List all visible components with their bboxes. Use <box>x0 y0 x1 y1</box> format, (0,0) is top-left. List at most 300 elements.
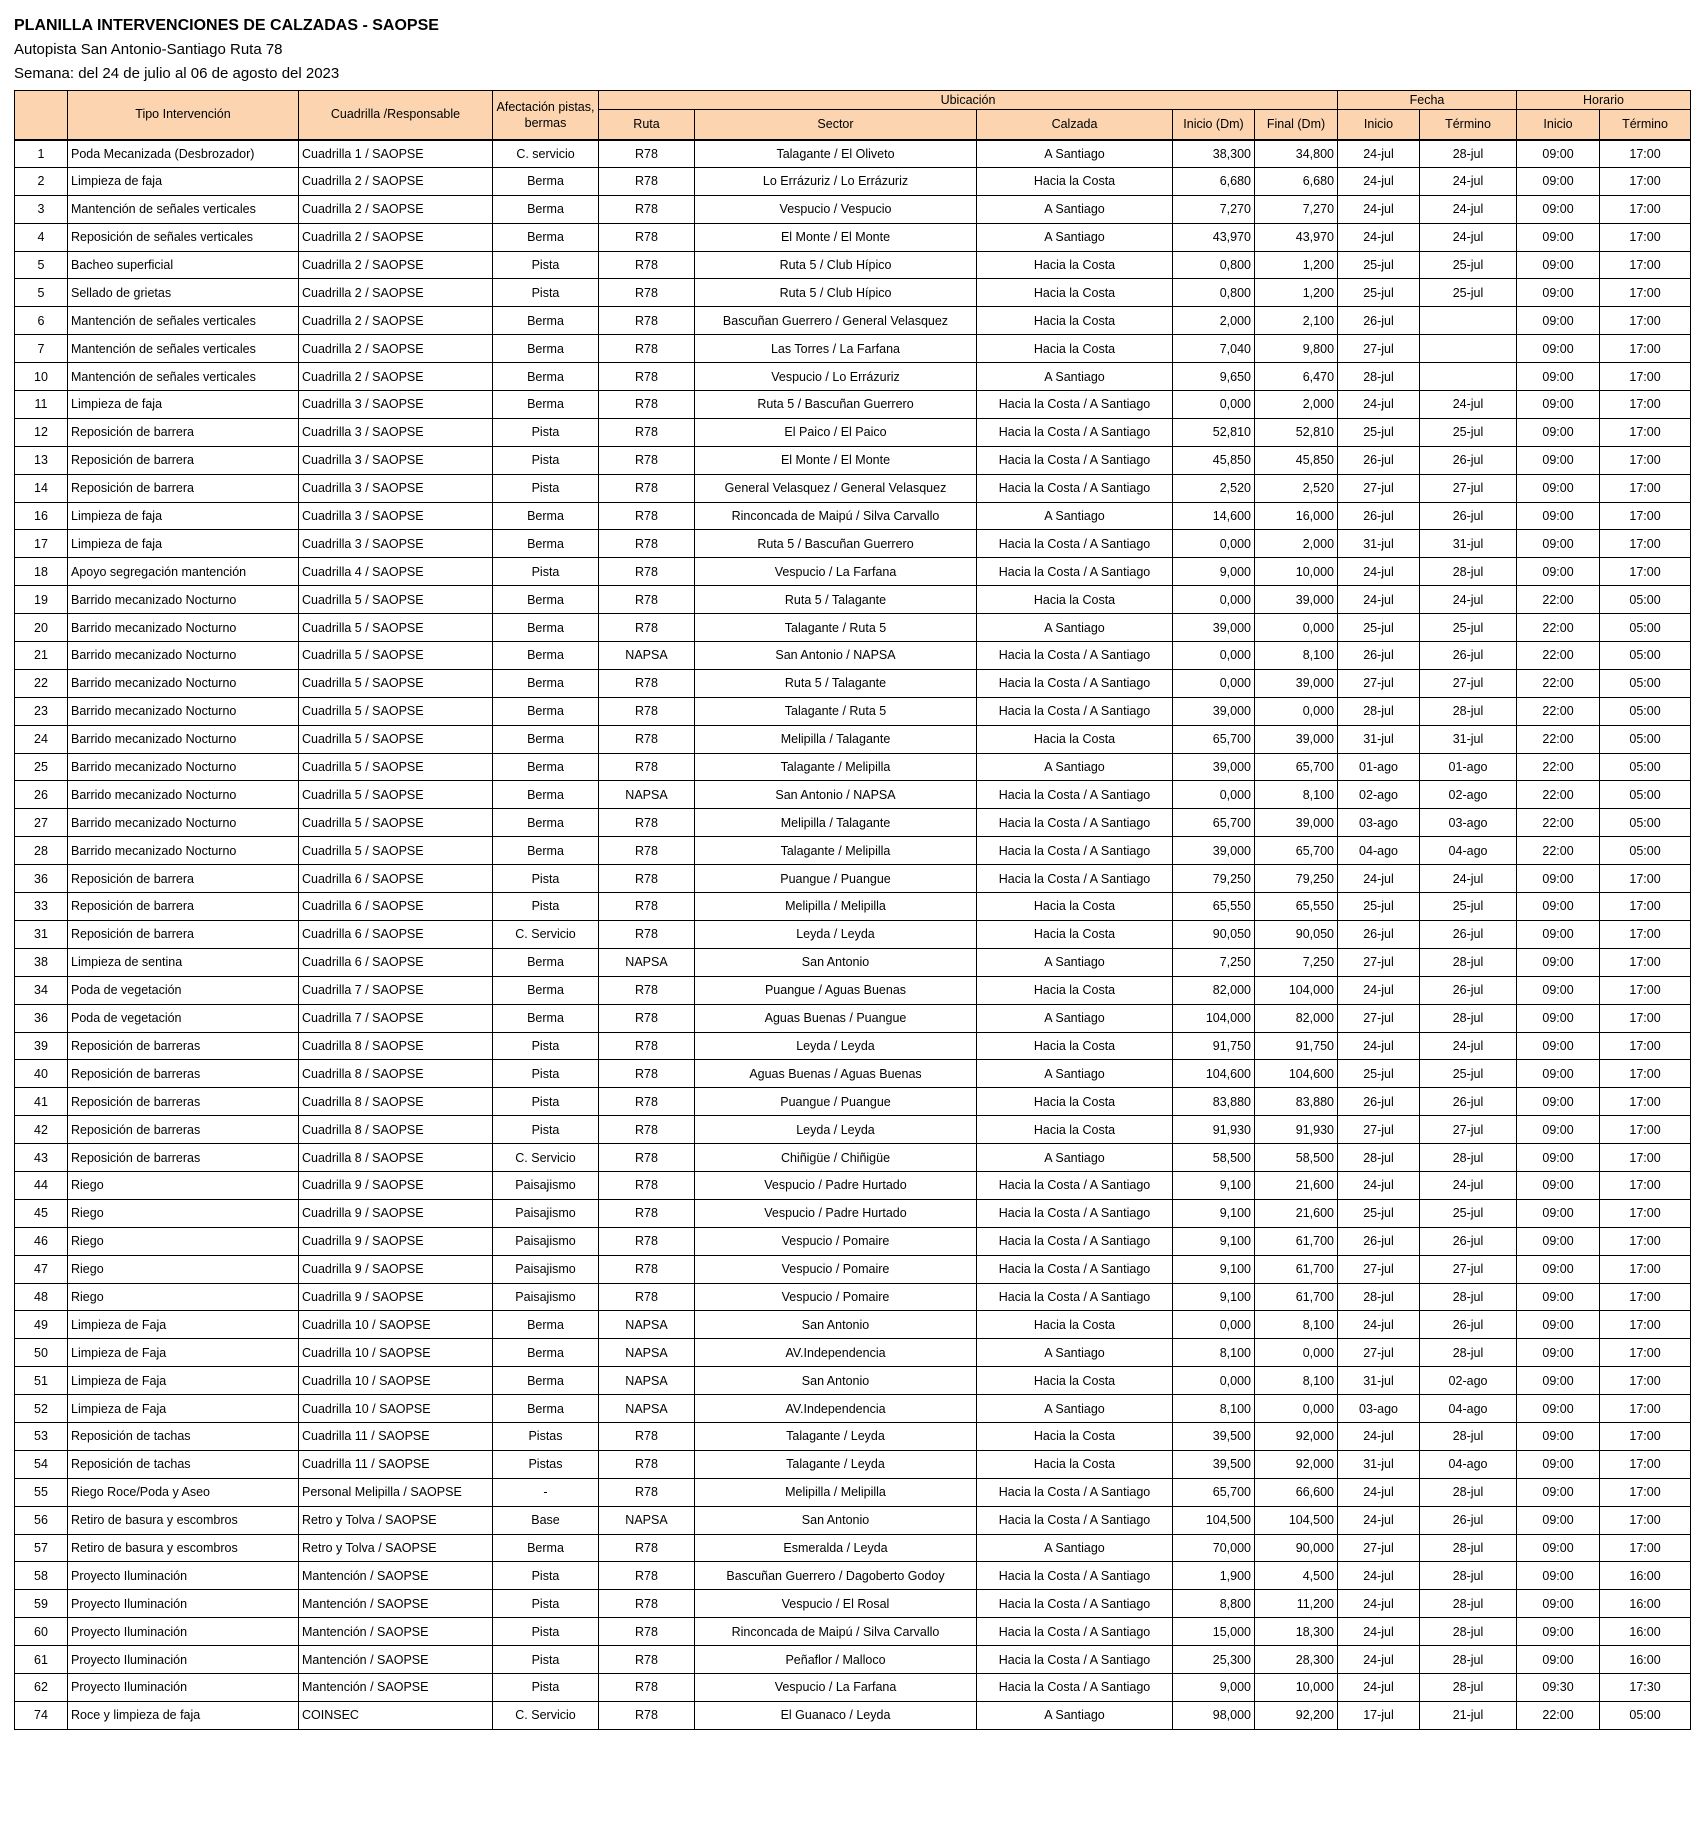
table-row <box>15 725 1691 753</box>
cell-hora-termino: 17:00 <box>1600 167 1691 195</box>
col-header-inicio-dm: Inicio (Dm) <box>1173 110 1255 140</box>
cell-final-dm: 11,200 <box>1255 1590 1338 1618</box>
cell-hora-inicio: 09:00 <box>1517 1283 1600 1311</box>
cell-sector: Melipilla / Melipilla <box>695 893 977 921</box>
cell-tipo: Riego Roce/Poda y Aseo <box>68 1478 299 1506</box>
cell-hora-inicio: 09:00 <box>1517 1534 1600 1562</box>
cell-afectacion: Berma <box>493 669 599 697</box>
cell-ruta: R78 <box>599 530 695 558</box>
cell-ruta: R78 <box>599 335 695 363</box>
cell-afectacion: Pista <box>493 1590 599 1618</box>
cell-fecha-termino: 24-jul <box>1420 195 1517 223</box>
cell-calzada: A Santiago <box>977 1144 1173 1172</box>
cell-fecha-termino: 28-jul <box>1420 1144 1517 1172</box>
cell-hora-termino: 17:00 <box>1600 948 1691 976</box>
cell-final-dm: 0,000 <box>1255 614 1338 642</box>
cell-number: 44 <box>15 1171 68 1199</box>
cell-afectacion: C. Servicio <box>493 1701 599 1729</box>
cell-final-dm: 52,810 <box>1255 418 1338 446</box>
cell-number: 22 <box>15 669 68 697</box>
cell-final-dm: 61,700 <box>1255 1283 1338 1311</box>
cell-inicio-dm: 65,550 <box>1173 893 1255 921</box>
cell-fecha-inicio: 24-jul <box>1338 865 1420 893</box>
cell-cuadrilla: Cuadrilla 10 / SAOPSE <box>299 1311 493 1339</box>
document-subtitle-week: Semana: del 24 de julio al 06 de agosto del 2023 <box>14 65 340 82</box>
table-row <box>15 251 1691 279</box>
cell-hora-termino: 17:00 <box>1600 418 1691 446</box>
cell-fecha-inicio: 26-jul <box>1338 920 1420 948</box>
cell-final-dm: 90,000 <box>1255 1534 1338 1562</box>
cell-fecha-inicio: 24-jul <box>1338 1562 1420 1590</box>
cell-afectacion: Berma <box>493 307 599 335</box>
cell-tipo: Roce y limpieza de faja <box>68 1701 299 1729</box>
cell-cuadrilla: Cuadrilla 6 / SAOPSE <box>299 893 493 921</box>
cell-fecha-inicio: 17-jul <box>1338 1701 1420 1729</box>
cell-cuadrilla: Cuadrilla 5 / SAOPSE <box>299 642 493 670</box>
cell-final-dm: 65,700 <box>1255 837 1338 865</box>
cell-tipo: Poda de vegetación <box>68 976 299 1004</box>
cell-afectacion: Pista <box>493 251 599 279</box>
cell-cuadrilla: Cuadrilla 2 / SAOPSE <box>299 279 493 307</box>
cell-calzada: Hacia la Costa / A Santiago <box>977 1283 1173 1311</box>
cell-sector: Vespucio / Pomaire <box>695 1227 977 1255</box>
cell-number: 7 <box>15 335 68 363</box>
cell-hora-termino: 05:00 <box>1600 669 1691 697</box>
cell-calzada: Hacia la Costa / A Santiago <box>977 558 1173 586</box>
cell-fecha-inicio: 25-jul <box>1338 614 1420 642</box>
cell-final-dm: 1,200 <box>1255 279 1338 307</box>
table-row <box>15 976 1691 1004</box>
cell-hora-termino: 05:00 <box>1600 781 1691 809</box>
cell-fecha-termino: 28-jul <box>1420 140 1517 168</box>
cell-tipo: Reposición de barrera <box>68 474 299 502</box>
cell-hora-inicio: 09:00 <box>1517 418 1600 446</box>
table-row <box>15 1060 1691 1088</box>
cell-fecha-inicio: 24-jul <box>1338 1311 1420 1339</box>
cell-fecha-termino: 26-jul <box>1420 502 1517 530</box>
cell-fecha-inicio: 24-jul <box>1338 558 1420 586</box>
cell-afectacion: Pista <box>493 474 599 502</box>
cell-tipo: Reposición de barrera <box>68 418 299 446</box>
cell-sector: El Monte / El Monte <box>695 223 977 251</box>
cell-inicio-dm: 43,970 <box>1173 223 1255 251</box>
table-row <box>15 446 1691 474</box>
document-subtitle-route: Autopista San Antonio-Santiago Ruta 78 <box>14 41 283 58</box>
cell-hora-termino: 17:00 <box>1600 893 1691 921</box>
cell-inicio-dm: 65,700 <box>1173 725 1255 753</box>
cell-inicio-dm: 0,800 <box>1173 251 1255 279</box>
cell-sector: Ruta 5 / Club Hípico <box>695 279 977 307</box>
cell-number: 28 <box>15 837 68 865</box>
cell-hora-inicio: 09:00 <box>1517 1227 1600 1255</box>
cell-sector: Ruta 5 / Bascuñan Guerrero <box>695 391 977 419</box>
cell-fecha-inicio: 25-jul <box>1338 893 1420 921</box>
col-header-number <box>15 91 68 140</box>
cell-fecha-termino: 26-jul <box>1420 1506 1517 1534</box>
cell-sector: El Monte / El Monte <box>695 446 977 474</box>
col-header-hora-inicio: Inicio <box>1517 110 1600 140</box>
cell-ruta: NAPSA <box>599 1395 695 1423</box>
table-row <box>15 167 1691 195</box>
cell-fecha-termino: 24-jul <box>1420 223 1517 251</box>
cell-final-dm: 104,600 <box>1255 1060 1338 1088</box>
cell-afectacion: C. Servicio <box>493 920 599 948</box>
cell-inicio-dm: 39,000 <box>1173 614 1255 642</box>
cell-afectacion: Berma <box>493 1004 599 1032</box>
cell-afectacion: Paisajismo <box>493 1255 599 1283</box>
cell-sector: Talagante / Melipilla <box>695 753 977 781</box>
cell-cuadrilla: Cuadrilla 5 / SAOPSE <box>299 809 493 837</box>
cell-hora-termino: 05:00 <box>1600 809 1691 837</box>
cell-hora-termino: 05:00 <box>1600 1701 1691 1729</box>
cell-ruta: R78 <box>599 1171 695 1199</box>
cell-hora-termino: 17:00 <box>1600 976 1691 1004</box>
cell-final-dm: 83,880 <box>1255 1088 1338 1116</box>
cell-final-dm: 104,500 <box>1255 1506 1338 1534</box>
cell-tipo: Limpieza de Faja <box>68 1395 299 1423</box>
cell-fecha-inicio: 27-jul <box>1338 1339 1420 1367</box>
table-row <box>15 1283 1691 1311</box>
cell-hora-inicio: 09:00 <box>1517 976 1600 1004</box>
cell-fecha-termino: 02-ago <box>1420 1367 1517 1395</box>
cell-hora-termino: 17:00 <box>1600 1116 1691 1144</box>
cell-final-dm: 39,000 <box>1255 809 1338 837</box>
col-header-tipo: Tipo Intervención <box>68 91 299 140</box>
cell-afectacion: Berma <box>493 1367 599 1395</box>
cell-cuadrilla: Cuadrilla 8 / SAOPSE <box>299 1144 493 1172</box>
cell-hora-inicio: 09:00 <box>1517 1395 1600 1423</box>
cell-fecha-termino: 02-ago <box>1420 781 1517 809</box>
cell-ruta: R78 <box>599 1562 695 1590</box>
cell-afectacion: Pista <box>493 558 599 586</box>
cell-tipo: Limpieza de faja <box>68 502 299 530</box>
cell-number: 12 <box>15 418 68 446</box>
cell-sector: San Antonio <box>695 1506 977 1534</box>
cell-number: 41 <box>15 1088 68 1116</box>
cell-sector: Aguas Buenas / Puangue <box>695 1004 977 1032</box>
table-row <box>15 140 1691 168</box>
cell-ruta: R78 <box>599 1673 695 1701</box>
cell-final-dm: 18,300 <box>1255 1618 1338 1646</box>
cell-number: 36 <box>15 865 68 893</box>
cell-hora-termino: 17:00 <box>1600 1283 1691 1311</box>
cell-hora-termino: 17:00 <box>1600 1004 1691 1032</box>
table-row <box>15 1562 1691 1590</box>
table-row <box>15 1701 1691 1729</box>
cell-hora-termino: 16:00 <box>1600 1646 1691 1674</box>
cell-cuadrilla: Cuadrilla 3 / SAOPSE <box>299 418 493 446</box>
cell-hora-inicio: 09:00 <box>1517 1116 1600 1144</box>
cell-ruta: R78 <box>599 1646 695 1674</box>
cell-sector: Puangue / Puangue <box>695 865 977 893</box>
cell-cuadrilla: Cuadrilla 3 / SAOPSE <box>299 502 493 530</box>
cell-tipo: Reposición de barrera <box>68 865 299 893</box>
cell-fecha-termino: 24-jul <box>1420 167 1517 195</box>
cell-hora-termino: 17:00 <box>1600 251 1691 279</box>
cell-ruta: R78 <box>599 669 695 697</box>
cell-sector: Melipilla / Talagante <box>695 809 977 837</box>
cell-cuadrilla: Mantención / SAOPSE <box>299 1673 493 1701</box>
cell-calzada: Hacia la Costa / A Santiago <box>977 391 1173 419</box>
cell-hora-inicio: 09:00 <box>1517 1646 1600 1674</box>
cell-final-dm: 0,000 <box>1255 1339 1338 1367</box>
cell-inicio-dm: 7,270 <box>1173 195 1255 223</box>
cell-hora-termino: 17:00 <box>1600 1060 1691 1088</box>
cell-hora-inicio: 09:00 <box>1517 474 1600 502</box>
cell-afectacion: Paisajismo <box>493 1199 599 1227</box>
cell-afectacion: Berma <box>493 781 599 809</box>
cell-fecha-termino: 26-jul <box>1420 920 1517 948</box>
cell-cuadrilla: Cuadrilla 9 / SAOPSE <box>299 1255 493 1283</box>
cell-sector: AV.Independencia <box>695 1395 977 1423</box>
cell-hora-termino: 05:00 <box>1600 753 1691 781</box>
table-row <box>15 1004 1691 1032</box>
cell-hora-termino: 05:00 <box>1600 697 1691 725</box>
table-row <box>15 530 1691 558</box>
cell-hora-inicio: 09:00 <box>1517 893 1600 921</box>
cell-ruta: R78 <box>599 809 695 837</box>
cell-number: 42 <box>15 1116 68 1144</box>
cell-inicio-dm: 39,000 <box>1173 837 1255 865</box>
cell-cuadrilla: Cuadrilla 5 / SAOPSE <box>299 837 493 865</box>
cell-final-dm: 39,000 <box>1255 586 1338 614</box>
cell-afectacion: Berma <box>493 725 599 753</box>
table-row <box>15 1450 1691 1478</box>
cell-final-dm: 8,100 <box>1255 642 1338 670</box>
cell-hora-termino: 17:00 <box>1600 1506 1691 1534</box>
col-group-horario: Horario <box>1517 91 1691 110</box>
cell-calzada: Hacia la Costa <box>977 1311 1173 1339</box>
cell-final-dm: 66,600 <box>1255 1478 1338 1506</box>
cell-cuadrilla: Cuadrilla 2 / SAOPSE <box>299 251 493 279</box>
cell-fecha-inicio: 26-jul <box>1338 446 1420 474</box>
cell-ruta: R78 <box>599 195 695 223</box>
cell-final-dm: 39,000 <box>1255 669 1338 697</box>
cell-fecha-inicio: 27-jul <box>1338 1004 1420 1032</box>
cell-calzada: Hacia la Costa <box>977 1422 1173 1450</box>
cell-final-dm: 10,000 <box>1255 1673 1338 1701</box>
cell-inicio-dm: 8,100 <box>1173 1339 1255 1367</box>
cell-number: 55 <box>15 1478 68 1506</box>
table-row <box>15 1422 1691 1450</box>
cell-final-dm: 92,000 <box>1255 1450 1338 1478</box>
cell-afectacion: Paisajismo <box>493 1171 599 1199</box>
cell-fecha-inicio: 24-jul <box>1338 586 1420 614</box>
cell-fecha-inicio: 24-jul <box>1338 1422 1420 1450</box>
cell-final-dm: 7,250 <box>1255 948 1338 976</box>
cell-number: 54 <box>15 1450 68 1478</box>
cell-final-dm: 8,100 <box>1255 781 1338 809</box>
cell-fecha-termino: 28-jul <box>1420 1004 1517 1032</box>
col-header-cuadrilla: Cuadrilla /Responsable <box>299 91 493 140</box>
cell-ruta: R78 <box>599 1227 695 1255</box>
cell-final-dm: 92,000 <box>1255 1422 1338 1450</box>
cell-hora-inicio: 09:00 <box>1517 251 1600 279</box>
cell-hora-termino: 17:00 <box>1600 558 1691 586</box>
cell-final-dm: 39,000 <box>1255 725 1338 753</box>
cell-final-dm: 7,270 <box>1255 195 1338 223</box>
cell-number: 59 <box>15 1590 68 1618</box>
cell-cuadrilla: Cuadrilla 5 / SAOPSE <box>299 753 493 781</box>
cell-number: 25 <box>15 753 68 781</box>
cell-sector: Leyda / Leyda <box>695 1032 977 1060</box>
cell-hora-termino: 17:00 <box>1600 1255 1691 1283</box>
cell-afectacion: Pista <box>493 279 599 307</box>
cell-calzada: A Santiago <box>977 614 1173 642</box>
cell-hora-termino: 17:00 <box>1600 1395 1691 1423</box>
cell-final-dm: 2,100 <box>1255 307 1338 335</box>
cell-inicio-dm: 98,000 <box>1173 1701 1255 1729</box>
table-row <box>15 1227 1691 1255</box>
cell-tipo: Limpieza de faja <box>68 391 299 419</box>
cell-hora-inicio: 09:00 <box>1517 1199 1600 1227</box>
cell-number: 45 <box>15 1199 68 1227</box>
cell-fecha-inicio: 28-jul <box>1338 363 1420 391</box>
cell-calzada: Hacia la Costa / A Santiago <box>977 1255 1173 1283</box>
cell-fecha-termino: 21-jul <box>1420 1701 1517 1729</box>
cell-inicio-dm: 39,500 <box>1173 1422 1255 1450</box>
cell-final-dm: 82,000 <box>1255 1004 1338 1032</box>
cell-cuadrilla: Cuadrilla 9 / SAOPSE <box>299 1227 493 1255</box>
cell-fecha-termino: 26-jul <box>1420 446 1517 474</box>
cell-sector: Aguas Buenas / Aguas Buenas <box>695 1060 977 1088</box>
cell-final-dm: 91,750 <box>1255 1032 1338 1060</box>
cell-sector: Rinconcada de Maipú / Silva Carvallo <box>695 1618 977 1646</box>
cell-fecha-inicio: 26-jul <box>1338 1088 1420 1116</box>
cell-fecha-termino: 26-jul <box>1420 642 1517 670</box>
col-header-sector: Sector <box>695 110 977 140</box>
cell-fecha-inicio: 25-jul <box>1338 1060 1420 1088</box>
cell-calzada: Hacia la Costa / A Santiago <box>977 1227 1173 1255</box>
cell-cuadrilla: Cuadrilla 7 / SAOPSE <box>299 976 493 1004</box>
cell-tipo: Barrido mecanizado Nocturno <box>68 781 299 809</box>
cell-number: 11 <box>15 391 68 419</box>
cell-afectacion: - <box>493 1478 599 1506</box>
cell-fecha-inicio: 24-jul <box>1338 1590 1420 1618</box>
cell-sector: Bascuñan Guerrero / Dagoberto Godoy <box>695 1562 977 1590</box>
cell-number: 43 <box>15 1144 68 1172</box>
cell-hora-termino: 17:00 <box>1600 1450 1691 1478</box>
cell-number: 47 <box>15 1255 68 1283</box>
cell-ruta: R78 <box>599 586 695 614</box>
table-row <box>15 1367 1691 1395</box>
cell-fecha-termino: 27-jul <box>1420 474 1517 502</box>
cell-afectacion: Berma <box>493 1395 599 1423</box>
cell-calzada: A Santiago <box>977 363 1173 391</box>
cell-ruta: R78 <box>599 474 695 502</box>
cell-fecha-inicio: 04-ago <box>1338 837 1420 865</box>
cell-cuadrilla: Cuadrilla 5 / SAOPSE <box>299 586 493 614</box>
cell-fecha-inicio: 24-jul <box>1338 1673 1420 1701</box>
cell-hora-inicio: 09:00 <box>1517 1618 1600 1646</box>
cell-fecha-inicio: 27-jul <box>1338 1534 1420 1562</box>
cell-sector: Chiñigüe / Chiñigüe <box>695 1144 977 1172</box>
table-row <box>15 837 1691 865</box>
cell-hora-inicio: 09:00 <box>1517 1032 1600 1060</box>
cell-ruta: NAPSA <box>599 642 695 670</box>
cell-sector: Melipilla / Melipilla <box>695 1478 977 1506</box>
table-header <box>15 91 1691 140</box>
cell-hora-termino: 17:00 <box>1600 279 1691 307</box>
cell-tipo: Reposición de barreras <box>68 1088 299 1116</box>
cell-hora-inicio: 09:00 <box>1517 1060 1600 1088</box>
cell-inicio-dm: 39,000 <box>1173 753 1255 781</box>
cell-calzada: Hacia la Costa / A Santiago <box>977 1646 1173 1674</box>
cell-calzada: Hacia la Costa / A Santiago <box>977 809 1173 837</box>
cell-calzada: Hacia la Costa / A Santiago <box>977 446 1173 474</box>
cell-fecha-termino: 25-jul <box>1420 1060 1517 1088</box>
cell-afectacion: Berma <box>493 391 599 419</box>
cell-hora-termino: 17:00 <box>1600 1311 1691 1339</box>
cell-calzada: A Santiago <box>977 195 1173 223</box>
cell-fecha-termino: 04-ago <box>1420 1450 1517 1478</box>
cell-inicio-dm: 90,050 <box>1173 920 1255 948</box>
cell-tipo: Mantención de señales verticales <box>68 363 299 391</box>
cell-sector: Leyda / Leyda <box>695 1116 977 1144</box>
cell-number: 5 <box>15 279 68 307</box>
cell-hora-inicio: 09:00 <box>1517 279 1600 307</box>
cell-hora-inicio: 09:30 <box>1517 1673 1600 1701</box>
cell-inicio-dm: 0,000 <box>1173 669 1255 697</box>
cell-sector: Talagante / Leyda <box>695 1450 977 1478</box>
cell-hora-inicio: 09:00 <box>1517 502 1600 530</box>
cell-cuadrilla: Cuadrilla 10 / SAOPSE <box>299 1367 493 1395</box>
cell-hora-inicio: 22:00 <box>1517 781 1600 809</box>
cell-inicio-dm: 9,650 <box>1173 363 1255 391</box>
cell-tipo: Reposición de barrera <box>68 446 299 474</box>
cell-cuadrilla: Cuadrilla 6 / SAOPSE <box>299 920 493 948</box>
cell-fecha-termino: 03-ago <box>1420 809 1517 837</box>
cell-inicio-dm: 79,250 <box>1173 865 1255 893</box>
table-row <box>15 1478 1691 1506</box>
cell-ruta: R78 <box>599 725 695 753</box>
cell-hora-termino: 16:00 <box>1600 1618 1691 1646</box>
cell-fecha-inicio: 27-jul <box>1338 335 1420 363</box>
cell-number: 40 <box>15 1060 68 1088</box>
cell-hora-termino: 17:30 <box>1600 1673 1691 1701</box>
cell-number: 26 <box>15 781 68 809</box>
cell-fecha-inicio: 31-jul <box>1338 1367 1420 1395</box>
cell-tipo: Riego <box>68 1227 299 1255</box>
cell-sector: El Guanaco / Leyda <box>695 1701 977 1729</box>
cell-calzada: Hacia la Costa <box>977 1367 1173 1395</box>
cell-afectacion: Pistas <box>493 1422 599 1450</box>
cell-cuadrilla: Mantención / SAOPSE <box>299 1562 493 1590</box>
cell-hora-inicio: 09:00 <box>1517 865 1600 893</box>
cell-fecha-termino: 25-jul <box>1420 893 1517 921</box>
cell-inicio-dm: 9,100 <box>1173 1199 1255 1227</box>
cell-tipo: Barrido mecanizado Nocturno <box>68 642 299 670</box>
cell-number: 60 <box>15 1618 68 1646</box>
cell-hora-termino: 16:00 <box>1600 1590 1691 1618</box>
cell-sector: Vespucio / El Rosal <box>695 1590 977 1618</box>
table-row <box>15 1032 1691 1060</box>
cell-cuadrilla: Cuadrilla 5 / SAOPSE <box>299 781 493 809</box>
cell-afectacion: Berma <box>493 948 599 976</box>
cell-final-dm: 65,550 <box>1255 893 1338 921</box>
cell-number: 21 <box>15 642 68 670</box>
cell-fecha-termino: 25-jul <box>1420 251 1517 279</box>
cell-afectacion: Berma <box>493 335 599 363</box>
table-row <box>15 1144 1691 1172</box>
cell-fecha-inicio: 24-jul <box>1338 1171 1420 1199</box>
cell-ruta: R78 <box>599 976 695 1004</box>
table-row <box>15 669 1691 697</box>
cell-sector: Talagante / El Oliveto <box>695 140 977 168</box>
cell-tipo: Barrido mecanizado Nocturno <box>68 586 299 614</box>
table-row <box>15 474 1691 502</box>
cell-sector: Ruta 5 / Bascuñan Guerrero <box>695 530 977 558</box>
